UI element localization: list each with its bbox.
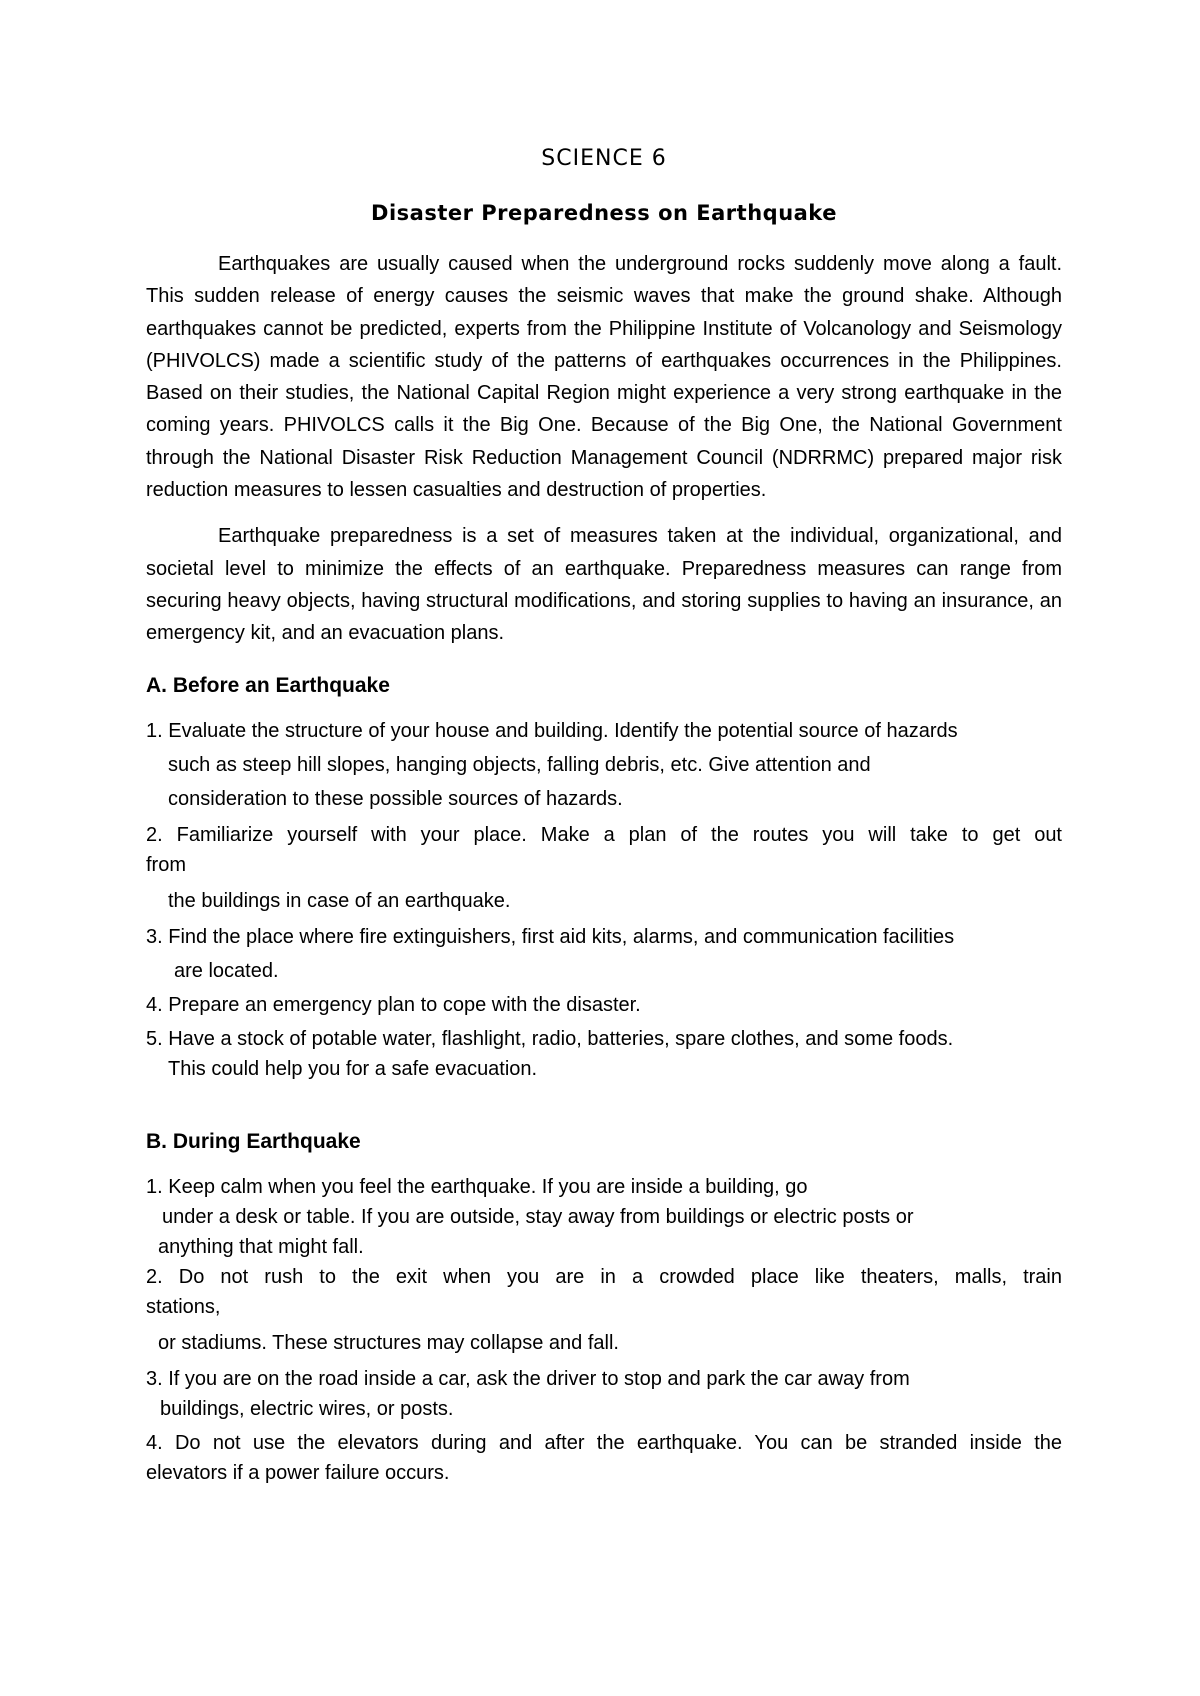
list-item-line: anything that might fall. <box>158 1235 364 1258</box>
list-item-line: are located. <box>174 959 279 982</box>
list-item-line: buildings, electric wires, or posts. <box>160 1397 454 1420</box>
list-item-line: elevators if a power failure occurs. <box>146 1461 450 1484</box>
document-title: Disaster Preparedness on Earthquake <box>371 201 837 225</box>
list-item-line: from <box>146 853 186 876</box>
preparedness-paragraph: Earthquake preparedness is a set of measures taken at the individual, organizational, and societal level to minimize the effects of an earthquake. Preparedness measures can range from securing heavy objects, having structural modifications, and storing supplies to having an insurance, an emergency kit, and an evacuation plans. <box>146 525 1062 645</box>
list-item-line: under a desk or table. If you are outside, stay away from buildings or electric posts or <box>162 1205 914 1228</box>
section-a-list <box>146 716 1062 1084</box>
list-item-line: stations, <box>146 1295 221 1318</box>
list-item-line: 2. Do not rush to the exit when you are in a crowded place like theaters, malls, train <box>146 1265 1062 1288</box>
list-item-line: This could help you for a safe evacuation. <box>168 1057 538 1080</box>
list-item-line: 4. Prepare an emergency plan to cope with the disaster. <box>146 993 641 1016</box>
list-item-line: 5. Have a stock of potable water, flashlight, radio, batteries, spare clothes, and some foods. <box>146 1027 954 1050</box>
list-item-line: 4. Do not use the elevators during and after the earthquake. You can be stranded inside the <box>146 1431 1062 1454</box>
list-item-line: consideration to these possible sources of hazards. <box>168 787 623 810</box>
list-item-line: 1. Evaluate the structure of your house and building. Identify the potential source of hazards <box>146 719 958 742</box>
section-b-list <box>146 1172 1062 1488</box>
list-item-line: 3. If you are on the road inside a car, ask the driver to stop and park the car away from <box>146 1367 910 1390</box>
document-subject: SCIENCE 6 <box>541 146 667 171</box>
list-item-line: 3. Find the place where fire extinguishers, first aid kits, alarms, and communication facilities <box>146 925 955 948</box>
document-page <box>146 120 1062 1488</box>
list-item-line: or stadiums. These structures may collapse and fall. <box>158 1331 619 1354</box>
intro-paragraph: Earthquakes are usually caused when the underground rocks suddenly move along a fault. This sudden release of energy causes the seismic waves that make the ground shake. Although earthquakes cannot be predicted, experts from the Philippine Institute of Volcanology and Seismology (PHIVOLCS) made a scientific study of the patterns of earthquakes occurrences in the Philippines. Based on their studies, the National Capital Region might experience a very strong earthquake in the coming years. PHIVOLCS calls it the Big One. Because of the Big One, the National Government through the National Disaster Risk Reduction Management Council (NDRRMC) prepared major risk reduction measures to lessen casualties and destruction of properties. <box>146 253 1062 502</box>
section-a-heading: A. Before an Earthquake <box>146 673 390 697</box>
list-item-line: the buildings in case of an earthquake. <box>168 889 511 912</box>
list-item-line: 1. Keep calm when you feel the earthquake. If you are inside a building, go <box>146 1175 808 1198</box>
list-item-line: such as steep hill slopes, hanging objects, falling debris, etc. Give attention and <box>168 753 871 776</box>
list-item-line: 2. Familiarize yourself with your place. Make a plan of the routes you will take to get out <box>146 823 1062 846</box>
section-b-heading: B. During Earthquake <box>146 1129 361 1153</box>
